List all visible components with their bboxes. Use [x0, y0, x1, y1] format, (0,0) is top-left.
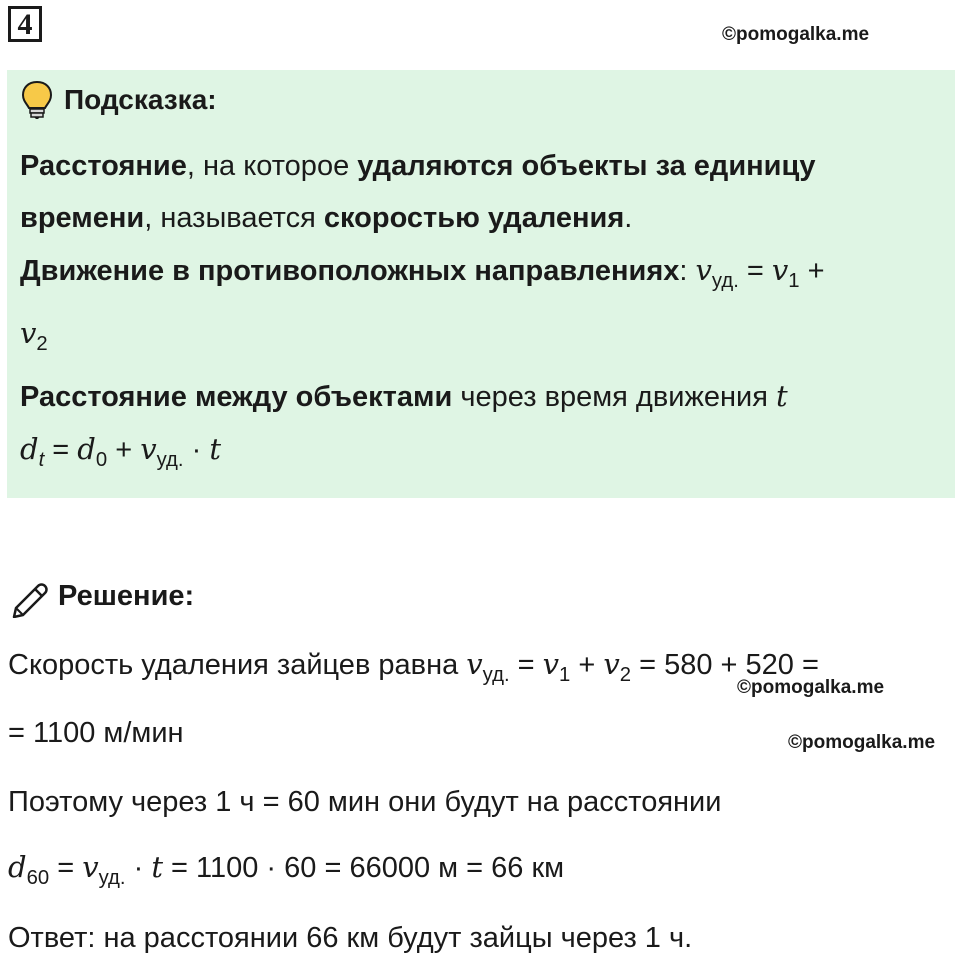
pencil-icon [10, 578, 50, 618]
lightbulb-icon [20, 80, 54, 120]
solution-line-time: Поэтому через 1 ч = 60 мин они будут на расстоянии [8, 786, 722, 818]
solution-line-distance: $d_{60} = v_{уд.} \cdot t = 1100 \cdot 60 = 66000$ м = 66 км [8, 850, 565, 890]
hint-formula-speed: Движение в противоположных направлениях: $v_{уд.} = v_1$ + $v_2$ [20, 253, 825, 356]
hint-distance-text: Расстояние между объектами через время движения t [20, 379, 788, 414]
hint-title: Подсказка: [64, 84, 217, 115]
solution-answer: Ответ: на расстоянии 66 км будут зайцы через 1 ч. [8, 922, 693, 954]
solution-line-result: = 1100 м/мин [8, 717, 184, 749]
solution-line-speed: Скорость удаления зайцев равна $v_{уд.} = v_1 + v_2 = 580 + 520$ = [8, 647, 819, 687]
hint-definition: Расстояние, на которое удаляются объекты за единицу времени, называется скоростью удаления. [20, 150, 816, 234]
hint-body [20, 140, 930, 486]
solution-title: Решение: [58, 580, 195, 612]
watermark: ©pomogalka.me [722, 24, 870, 45]
hint-formula-distance: $d_t = d_0 + v_{уд.} \cdot t$ [20, 432, 221, 472]
watermark: ©pomogalka.me [737, 677, 885, 698]
watermark: ©pomogalka.me [788, 732, 936, 753]
task-number: 4 [8, 6, 42, 42]
